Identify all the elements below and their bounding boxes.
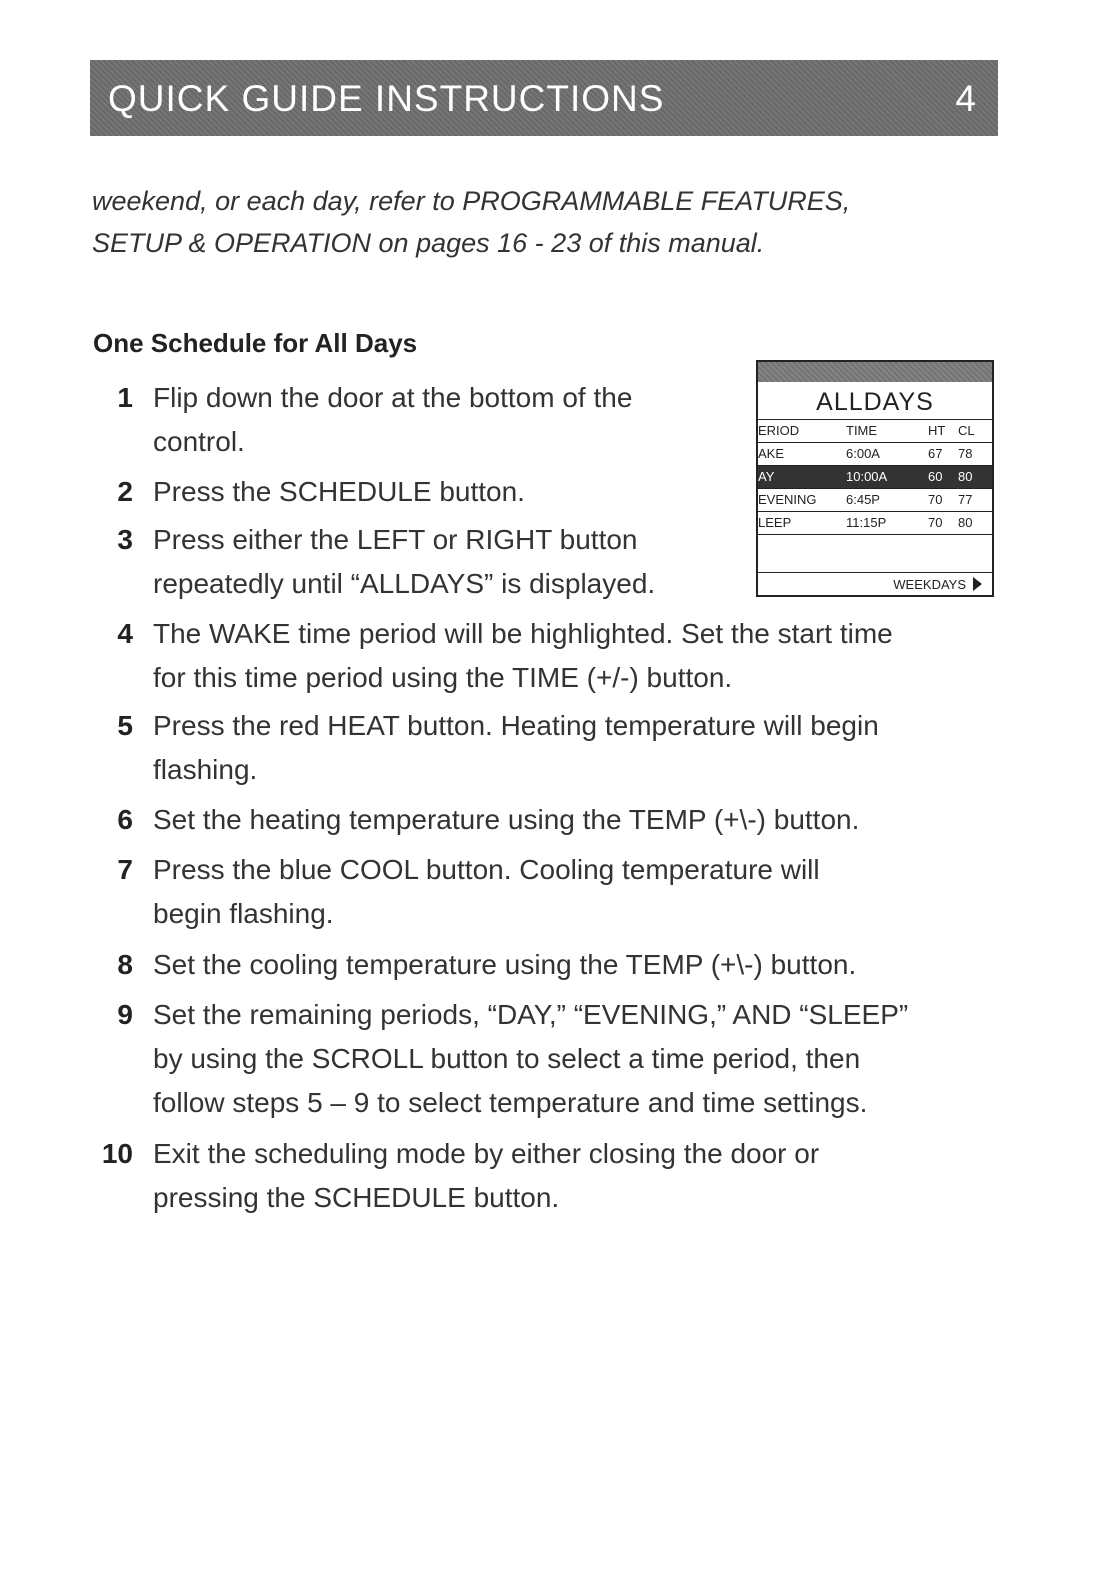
step-number: 5 <box>117 710 133 741</box>
display-row <box>758 488 992 511</box>
step-text: Press the blue COOL button. Cooling temperature will <box>153 854 820 885</box>
display-title: ALLDAYS <box>816 388 934 416</box>
display-header-row <box>758 419 992 442</box>
step-text: for this time period using the TIME (+/-) button. <box>153 662 733 693</box>
step-text: Exit the scheduling mode by either closing the door or <box>153 1138 820 1169</box>
display-header: ERIOD <box>758 423 800 438</box>
display-header: CL <box>958 423 975 438</box>
intro-paragraph <box>92 180 992 264</box>
step-text: pressing the SCHEDULE button. <box>153 1182 560 1213</box>
step-number: 7 <box>117 854 133 885</box>
display-footer-label: WEEKDAYS <box>893 577 966 592</box>
display-cell: 80 <box>958 469 973 484</box>
display-cell: 78 <box>958 446 973 461</box>
step-text: follow steps 5 – 9 to select temperature and time settings. <box>153 1087 868 1118</box>
step-text: Set the remaining periods, “DAY,” “EVENING,” AND “SLEEP” <box>153 999 909 1030</box>
display-cell: EVENING <box>758 492 817 507</box>
display-cell: LEEP <box>758 515 792 530</box>
step-number: 1 <box>117 382 133 413</box>
display-cell: 11:15P <box>846 515 887 530</box>
display-cell: 6:00A <box>846 446 880 461</box>
display-cell: AKE <box>758 446 785 461</box>
display-cell: 10:00A <box>846 469 888 484</box>
display-row-highlighted <box>758 465 992 488</box>
section-heading: One Schedule for All Days <box>93 328 418 358</box>
step-number: 2 <box>117 476 133 507</box>
step-text: repeatedly until “ALLDAYS” is displayed. <box>153 568 656 599</box>
intro-line-2: SETUP & OPERATION on pages 16 - 23 of this manual. <box>92 228 765 258</box>
display-cell: 60 <box>928 469 943 484</box>
display-header: TIME <box>846 423 878 438</box>
display-header: HT <box>928 423 946 438</box>
step-text: by using the SCROLL button to select a time period, then <box>153 1043 861 1074</box>
step-text: Flip down the door at the bottom of the <box>153 382 633 413</box>
display-row <box>758 442 992 465</box>
display-footer <box>758 572 992 595</box>
step-text: Set the heating temperature using the TEMP (+\-) button. <box>153 804 860 835</box>
step-number: 4 <box>117 618 133 649</box>
page-number: 4 <box>955 78 976 119</box>
intro-line-1: weekend, or each day, refer to PROGRAMMABLE FEATURES, <box>92 186 851 216</box>
display-cell: 80 <box>958 515 973 530</box>
step-text: Press the red HEAT button. Heating temperature will begin <box>153 710 879 741</box>
right-arrow-icon <box>973 577 982 591</box>
step-text: Set the cooling temperature using the TEMP (+\-) button. <box>153 949 857 980</box>
step-text: begin flashing. <box>153 898 334 929</box>
thermostat-display <box>756 360 994 597</box>
display-cell: 77 <box>958 492 973 507</box>
display-row <box>758 511 992 534</box>
display-cell: 67 <box>928 446 943 461</box>
display-cell: 70 <box>928 492 943 507</box>
display-cell: 6:45P <box>846 492 880 507</box>
display-cell: 70 <box>928 515 943 530</box>
display-blank-row <box>758 534 992 562</box>
step-text: control. <box>153 426 245 457</box>
step-text: Press either the LEFT or RIGHT button <box>153 524 638 555</box>
step-number: 10 <box>101 1138 133 1169</box>
page-title: QUICK GUIDE INSTRUCTIONS <box>108 78 665 119</box>
step-text: The WAKE time period will be highlighted. Set the start time <box>153 618 893 649</box>
step-number: 8 <box>117 949 133 980</box>
step-number: 3 <box>117 524 133 555</box>
step-text: Press the SCHEDULE button. <box>153 476 525 507</box>
step-text: flashing. <box>153 754 258 785</box>
display-cell: AY <box>758 469 775 484</box>
step-number: 6 <box>117 804 133 835</box>
step-number: 9 <box>117 999 133 1030</box>
display-top-bar <box>758 362 992 382</box>
page-header-bar <box>90 60 998 136</box>
